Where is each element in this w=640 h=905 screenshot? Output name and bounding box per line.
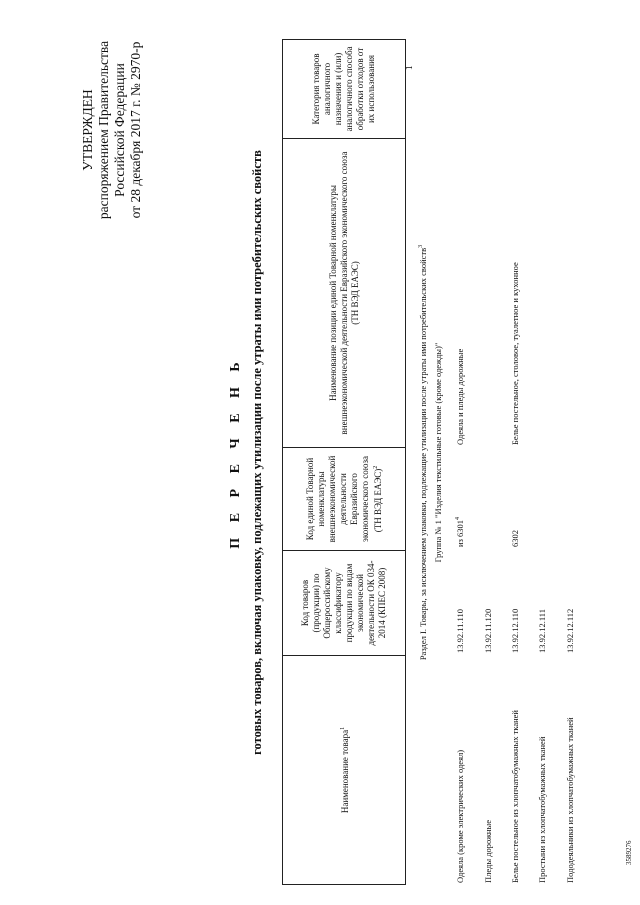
category-value: 1 [404,65,414,70]
table-row [565,25,579,885]
header-name-text: Наименование товара [339,729,350,814]
row-okpd: 13.92.12.112 [565,608,575,653]
table-row [510,25,524,885]
approval-block [80,20,144,240]
row-okpd: 13.92.12.110 [510,608,520,653]
footnote-mark: 3 [418,244,425,248]
row-okpd: 13.92.11.120 [483,608,493,653]
table-row [455,25,469,885]
row-okpd: 13.92.11.110 [455,609,465,653]
row-name: Пледы дорожные [483,820,493,883]
header-tnved-name-text: Наименование позиции единой Товарной номенклатуры внешнеэкономической деятельности Евразийского экономического союза (ТН ВЭД ЕАЭС) [327,151,360,435]
row-tnved-code: из 6301 [455,519,465,547]
header-okpd-text: Код товаров (продукции) по Общероссийскому классификатору продукции по видам экономической деятельности ОК 034-2014 (КПЕС 2008) [300,560,387,646]
approval-line: УТВЕРЖДЕН [80,89,95,171]
document-number: 3589276 [625,840,633,865]
approval-line: от 28 декабря 2017 г. № 2970-р [128,41,143,219]
header-tnved-code-text: Код единой Товарной номенклатуры внешнеэкономической деятельности Евразийского экономического союза (ТН ВЭД ЕАЭС) [304,455,383,543]
table-row [483,25,497,885]
table-header [282,39,406,885]
header-category-text: Категория товаров аналогичного назначения и (или) аналогичного способа обработки отходов от их использования [311,46,376,132]
table-row [537,25,551,885]
footnote-mark: 4 [455,516,462,520]
document-title: П Е Р Е Ч Е Н Ь [228,356,243,549]
row-name: Белье постельное из хлопчатобумажных тканей [510,710,520,883]
section-text: Раздел I. Товары, за исключением упаковки, подлежащие утилизации после утраты ими потребительских свойств [418,247,428,661]
approval-line: распоряжением Правительства [96,40,111,220]
group-heading: Группа № 1 "Изделия текстильные готовые (кроме одежды)" [433,342,443,563]
row-okpd: 13.92.12.111 [537,609,547,653]
header-tnved-code-cell [283,448,406,551]
row-name: Простыни из хлопчатобумажных тканей [537,736,547,883]
row-name: Пододеяльники из хлопчатобумажных тканей [565,717,575,883]
row-tnved [455,517,465,547]
header-category-cell [283,40,406,139]
footnote-mark: 1 [339,726,346,730]
approval-line: Российской Федерации [112,63,127,197]
row-tnved: 6302 [510,530,520,547]
header-okpd-cell [283,551,406,656]
section-heading [418,0,428,905]
header-tnved-name-cell [283,139,406,448]
row-desc: Одеяла и пледы дорожные [455,348,465,445]
row-name: Одеяла (кроме электрических одеял) [455,749,465,883]
row-desc: Белье постельное, столовое, туалетное и кухонное [510,262,520,445]
footnote-mark: 2 [372,465,379,469]
document-subtitle: готовых товаров, включая упаковку, подлежащих утилизации после утраты ими потребительских свойств [250,150,264,755]
header-name-cell [283,656,406,885]
